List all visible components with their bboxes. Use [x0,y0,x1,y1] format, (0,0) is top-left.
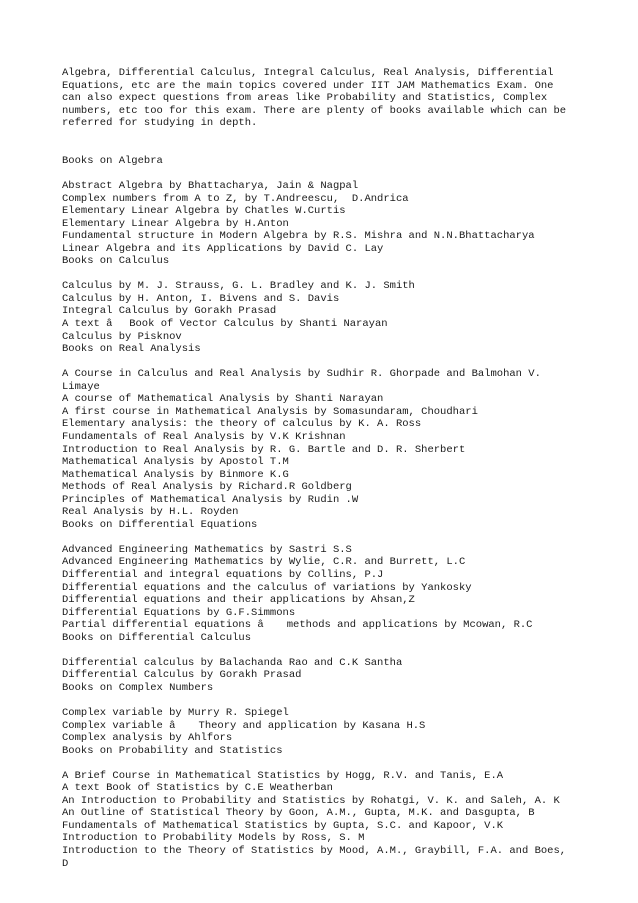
section-heading: Books on Calculus [62,255,170,268]
text-line: Methods of Real Analysis by Richard.R Goldberg [62,481,352,494]
blank-line [62,268,582,281]
text-line: Differential and integral equations by Collins, P.J [62,568,384,581]
text-line: Differential equations and their applications by Ahsan,Z [62,594,415,607]
section-heading: Books on Algebra [62,154,163,167]
blank-line [62,694,582,707]
text-line: A first course in Mathematical Analysis by Somasundaram, Choudhari [62,405,478,418]
text-line: Abstract Algebra by Bhattacharya, Jain & Nagpal [62,180,359,193]
text-line: Integral Calculus by Gorakh Prasad [62,305,277,318]
text-line: Introduction to the Theory of Statistics by Mood, A.M., Graybill, F.A. and Boes, [62,845,567,857]
section-heading: Books on Probability and Statistics [62,744,283,757]
text-line: Elementary Linear Algebra by Chatles W.Curtis [62,205,346,218]
text-line: Introduction to Real Analysis by R. G. Bartle and D. R. Sherbert [62,443,466,456]
blank-line [62,356,582,369]
text-line: Fundamental structure in Modern Algebra by R.S. Mishra and N.N.Bhattacharya [62,230,535,243]
text-line: Elementary analysis: the theory of calculus by K. A. Ross [62,418,422,431]
text-line: Differential equations and the calculus of variations by Yankosky [62,581,472,594]
text-line: Advanced Engineering Mathematics by Wylie, C.R. and Burrett, L.C [62,556,466,569]
text-line: Fundamentals of Real Analysis by V.K Krishnan [62,430,346,443]
text-line: Principles of Mathematical Analysis by Rudin .W [62,493,359,506]
text-line: numbers, etc too for this exam. There are plenty of books available which can be [62,104,567,117]
text-line: Complex numbers from A to Z, by T.Andreescu, D.Andrica [62,192,409,205]
text-line: Equations, etc are the main topics covered under IIT JAM Mathematics Exam. One [62,79,554,92]
text-line: Mathematical Analysis by Binmore K.G [62,468,289,481]
text-line: Complex analysis by Ahlfors [62,732,233,745]
text-line: Calculus by M. J. Strauss, G. L. Bradley and K. J. Smith [62,280,415,293]
text-line: Advanced Engineering Mathematics by Sastri S.S [62,543,352,556]
section-heading: Books on Differential Calculus [62,631,252,644]
text-line: Complex variable by Murry R. Spiegel [62,706,289,719]
text-line: An Outline of Statistical Theory by Goon, A.M., Gupta, M.K. and Dasgupta, B [62,807,535,820]
text-line: Fundamentals of Mathematical Statistics by Gupta, S.C. and Kapoor, V.K [62,819,504,832]
text-line: Introduction to Probability Models by Ross, S. M [62,832,365,845]
text-line: Differential Equations by G.F.Simmons [62,606,296,619]
text-line: A Brief Course in Mathematical Statistics by Hogg, R.V. and Tanis, E.A [62,769,504,782]
text-line: Elementary Linear Algebra by H.Anton [62,217,289,230]
text-line: An Introduction to Probability and Statistics by Rohatgi, V. K. and Saleh, A. K [62,794,560,807]
text-line: Linear Algebra and its Applications by David C. Lay [62,242,384,255]
text-line: A text âBook of Vector Calculus by Shanti Narayan [62,318,388,331]
blank-line [62,130,582,143]
text-line: Real Analysis by H.L. Royden [62,506,239,519]
document-page [62,42,582,883]
blank-line [62,142,582,155]
text-line: Mathematical Analysis by Apostol T.M [62,456,289,469]
text-line: Differential calculus by Balachanda Rao and C.K Santha [62,656,403,669]
text-line: A course of Mathematical Analysis by Shanti Narayan [62,393,384,406]
blank-line [62,167,582,180]
section-heading: Books on Real Analysis [62,343,201,356]
text-line: Partial differential equations â methods and applications by Mcowan, R.C [62,619,533,632]
blank-line [62,757,582,770]
text-line: Complex variable â Theory and application by Kasana H.S [62,719,426,732]
section-heading: Books on Differential Equations [62,518,258,531]
text-line: Calculus by H. Anton, I. Bivens and S. Davis [62,292,340,305]
text-line: A text Book of Statistics by C.E Weatherban [62,782,333,795]
text-line: Calculus by Pisknov [62,330,182,343]
text-line: D [62,857,69,870]
text-line: A Course in Calculus and Real Analysis by Sudhir R. Ghorpade and Balmohan V. [62,368,541,381]
section-heading: Books on Complex Numbers [62,681,214,694]
blank-line [62,531,582,544]
text-line: can also expect questions from areas like Probability and Statistics, Complex [62,92,548,105]
text-line: Differential Calculus by Gorakh Prasad [62,669,302,682]
document-body [62,67,582,870]
blank-line [62,644,582,657]
text-line: referred for studying in depth. [62,117,258,130]
text-line: Limaye [62,380,100,393]
text-line: Algebra, Differential Calculus, Integral Calculus, Real Analysis, Differential [62,67,554,80]
